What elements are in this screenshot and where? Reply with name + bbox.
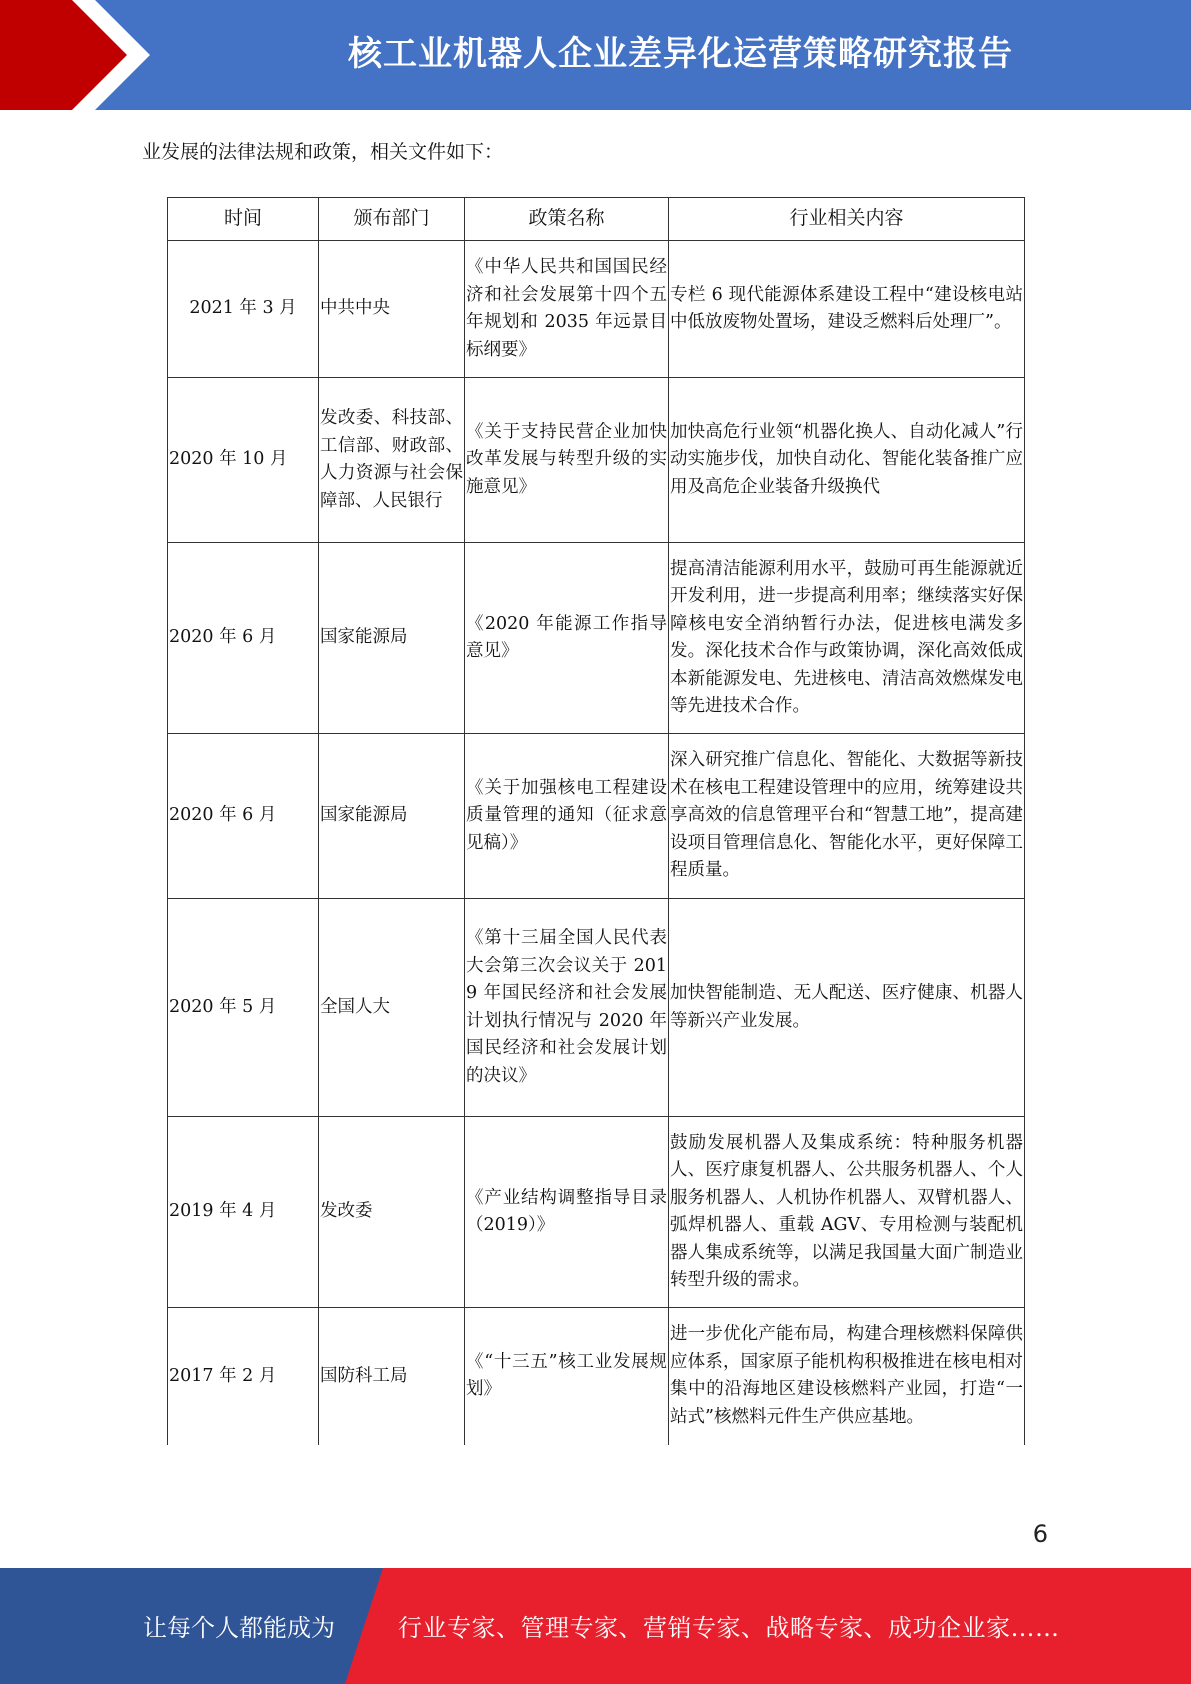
cell-time: 2019 年 4 月 bbox=[168, 1117, 319, 1308]
cell-time: 2020 年 6 月 bbox=[168, 543, 319, 734]
cell-time: 2017 年 2 月 bbox=[168, 1308, 319, 1445]
header-time: 时间 bbox=[168, 198, 319, 241]
cell-content: 进一步优化产能布局，构建合理核燃料保障供应体系，国家原子能机构积极推进在核电相对集中的沿海地区建设核燃料产业园，打造“一站式”核燃料元件生产供应基地。 bbox=[669, 1308, 1025, 1445]
cell-time: 2020 年 10 月 bbox=[168, 378, 319, 543]
cell-content: 加快智能制造、无人配送、医疗健康、机器人等新兴产业发展。 bbox=[669, 899, 1025, 1117]
policy-table bbox=[167, 197, 1025, 1445]
cell-policy-name: 《“十三五”核工业发展规划》 bbox=[465, 1308, 669, 1445]
cell-time: 2020 年 6 月 bbox=[168, 734, 319, 899]
cell-policy-name: 《第十三届全国人民代表大会第三次会议关于 2019 年国民经济和社会发展计划执行情况与 2020 年国民经济和社会发展计划的决议》 bbox=[465, 899, 669, 1117]
cell-content: 加快高危行业领“机器化换人、自动化减人”行动实施步伐，加快自动化、智能化装备推广应用及高危企业装备升级换代 bbox=[669, 378, 1025, 543]
table-header-row bbox=[168, 198, 1025, 241]
cell-department: 发改委、科技部、工信部、财政部、人力资源与社会保障部、人民银行 bbox=[319, 378, 465, 543]
table-row bbox=[168, 378, 1025, 543]
table-row bbox=[168, 1308, 1025, 1445]
page-number: 6 bbox=[1032, 1520, 1048, 1548]
cell-content: 深入研究推广信息化、智能化、大数据等新技术在核电工程建设管理中的应用，统筹建设共享高效的信息管理平台和“智慧工地”，提高建设项目管理信息化、智能化水平，更好保障工程质量。 bbox=[669, 734, 1025, 899]
table-row bbox=[168, 734, 1025, 899]
cell-time: 2021 年 3 月 bbox=[168, 241, 319, 378]
cell-department: 发改委 bbox=[319, 1117, 465, 1308]
table-row bbox=[168, 1117, 1025, 1308]
cell-policy-name: 《中华人民共和国国民经济和社会发展第十四个五年规划和 2035 年远景目标纲要》 bbox=[465, 241, 669, 378]
intro-text: 业发展的法律法规和政策，相关文件如下： bbox=[142, 141, 504, 163]
cell-policy-name: 《2020 年能源工作指导意见》 bbox=[465, 543, 669, 734]
cell-content: 提高清洁能源利用水平，鼓励可再生能源就近开发利用，进一步提高利用率；继续落实好保障核电安全消纳暂行办法，促进核电满发多发。深化技术合作与政策协调，深化高效低成本新能源发电、先进核电、清洁高效燃煤发电等先进技术合作。 bbox=[669, 543, 1025, 734]
footer-band bbox=[0, 1568, 1191, 1684]
cell-department: 国家能源局 bbox=[319, 734, 465, 899]
cell-content: 鼓励发展机器人及集成系统：特种服务机器人、医疗康复机器人、公共服务机器人、个人服务机器人、人机协作机器人、双臂机器人、弧焊机器人、重载 AGV、专用检测与装配机器人集成系统等，以满足我国量大面广制造业转型升级的需求。 bbox=[669, 1117, 1025, 1308]
cell-policy-name: 《关于加强核电工程建设质量管理的通知（征求意见稿）》 bbox=[465, 734, 669, 899]
header-department: 颁布部门 bbox=[319, 198, 465, 241]
cell-department: 国家能源局 bbox=[319, 543, 465, 734]
header-band bbox=[0, 0, 1191, 110]
table-row bbox=[168, 241, 1025, 378]
chevron-logo-icon bbox=[0, 0, 160, 110]
header-policy-name: 政策名称 bbox=[465, 198, 669, 241]
table-row bbox=[168, 543, 1025, 734]
header-related-content: 行业相关内容 bbox=[669, 198, 1025, 241]
cell-department: 国防科工局 bbox=[319, 1308, 465, 1445]
report-title: 核工业机器人企业差异化运营策略研究报告 bbox=[348, 34, 1013, 74]
cell-policy-name: 《产业结构调整指导目录（2019）》 bbox=[465, 1117, 669, 1308]
cell-department: 全国人大 bbox=[319, 899, 465, 1117]
footer-slogan-right: 行业专家、管理专家、营销专家、战略专家、成功企业家…… bbox=[398, 1614, 1060, 1642]
cell-department: 中共中央 bbox=[319, 241, 465, 378]
cell-content: 专栏 6 现代能源体系建设工程中“建设核电站中低放废物处置场，建设乏燃料后处理厂”。 bbox=[669, 241, 1025, 378]
cell-time: 2020 年 5 月 bbox=[168, 899, 319, 1117]
table-row bbox=[168, 899, 1025, 1117]
cell-policy-name: 《关于支持民营企业加快改革发展与转型升级的实施意见》 bbox=[465, 378, 669, 543]
footer-slogan-left: 让每个人都能成为 bbox=[143, 1614, 335, 1642]
